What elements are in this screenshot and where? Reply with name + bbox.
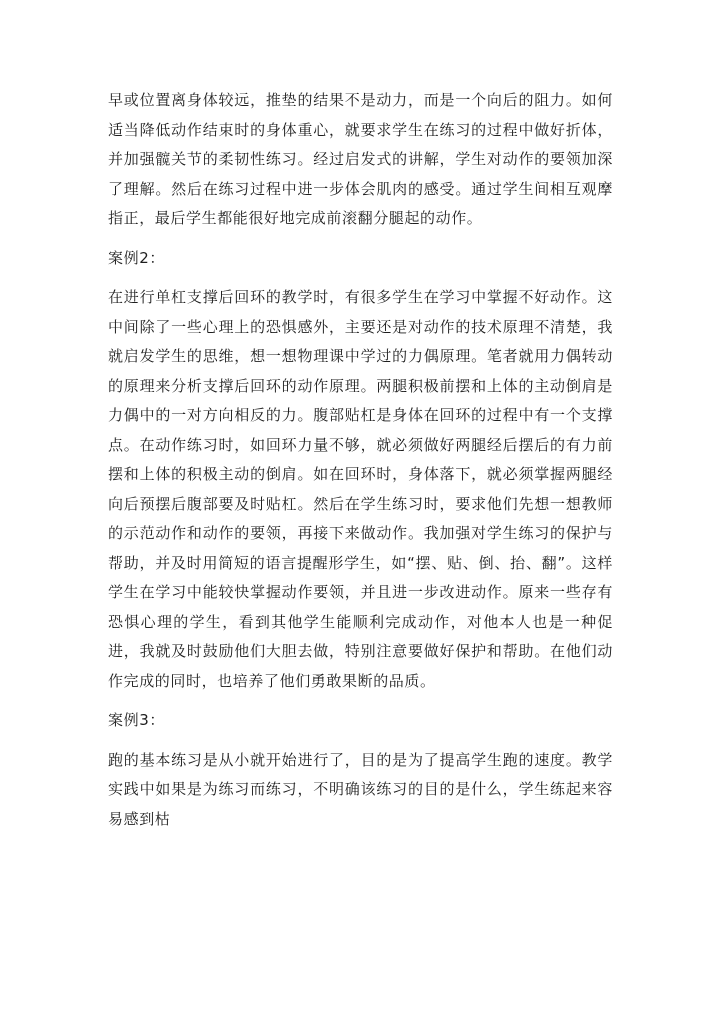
document-body (108, 86, 613, 834)
heading-case-2: 案例2： (108, 248, 165, 267)
paragraph-3: 跑的基本练习是从小就开始进行了，目的是为了提高学生跑的速度。教学实践中如果是为练习而练习，不明确该练习的目的是什么，学生练起来容易感到枯 (108, 750, 613, 828)
heading-case-3: 案例3： (108, 711, 165, 729)
paragraph-1: 早或位置离身体较远，推垫的结果不是动力，而是一个向后的阻力。如何适当降低动作结束时的身体重心，就要求学生在练习的过程中做好折体，并加强髋关节的柔韧性练习。经过启发式的讲解，学生对动作的要领加深了理解。然后在练习过程中进一步体会肌肉的感受。通过学生间相互观摩指正，最后学生都能很好地完成前滚翻分腿起的动作。 (108, 91, 613, 227)
paragraph-2: 在进行单杠支撑后回环的教学时，有很多学生在学习中掌握不好动作。这中间除了一些心理上的恐惧感外，主要还是对动作的技术原理不清楚，我就启发学生的思维，想一想物理课中学过的力偶原理。笔者就用力偶转动的原理来分析支撑后回环的动作原理。两腿积极前摆和上体的主动倒肩是力偶中的一对方向相反的力。腹部贴杠是身体在回环的过程中有一个支撑点。在动作练习时，如回环力量不够，就必须做好两腿经后摆后的有力前摆和上体的积极主动的倒肩。如在回环时，身体落下，就必须掌握两腿经向后预摆后腹部要及时贴杠。然后在学生练习时，要求他们先想一想教师的示范动作和动作的要领，再接下来做动作。我加强对学生练习的保护与帮助，并及时用简短的语言提醒形学生，如“摆、贴、倒、抬、翻”。这样学生在学习中能较快掌握动作要领，并且进一步改进动作。原来一些存有恐惧心理的学生，看到其他学生能顺利完成动作，对他本人也是一种促进，我就及时鼓励他们大胆去做，特别注意要做好保护和帮助。在他们动作完成的同时，也培养了他们勇敢果断的品质。 (108, 288, 613, 690)
